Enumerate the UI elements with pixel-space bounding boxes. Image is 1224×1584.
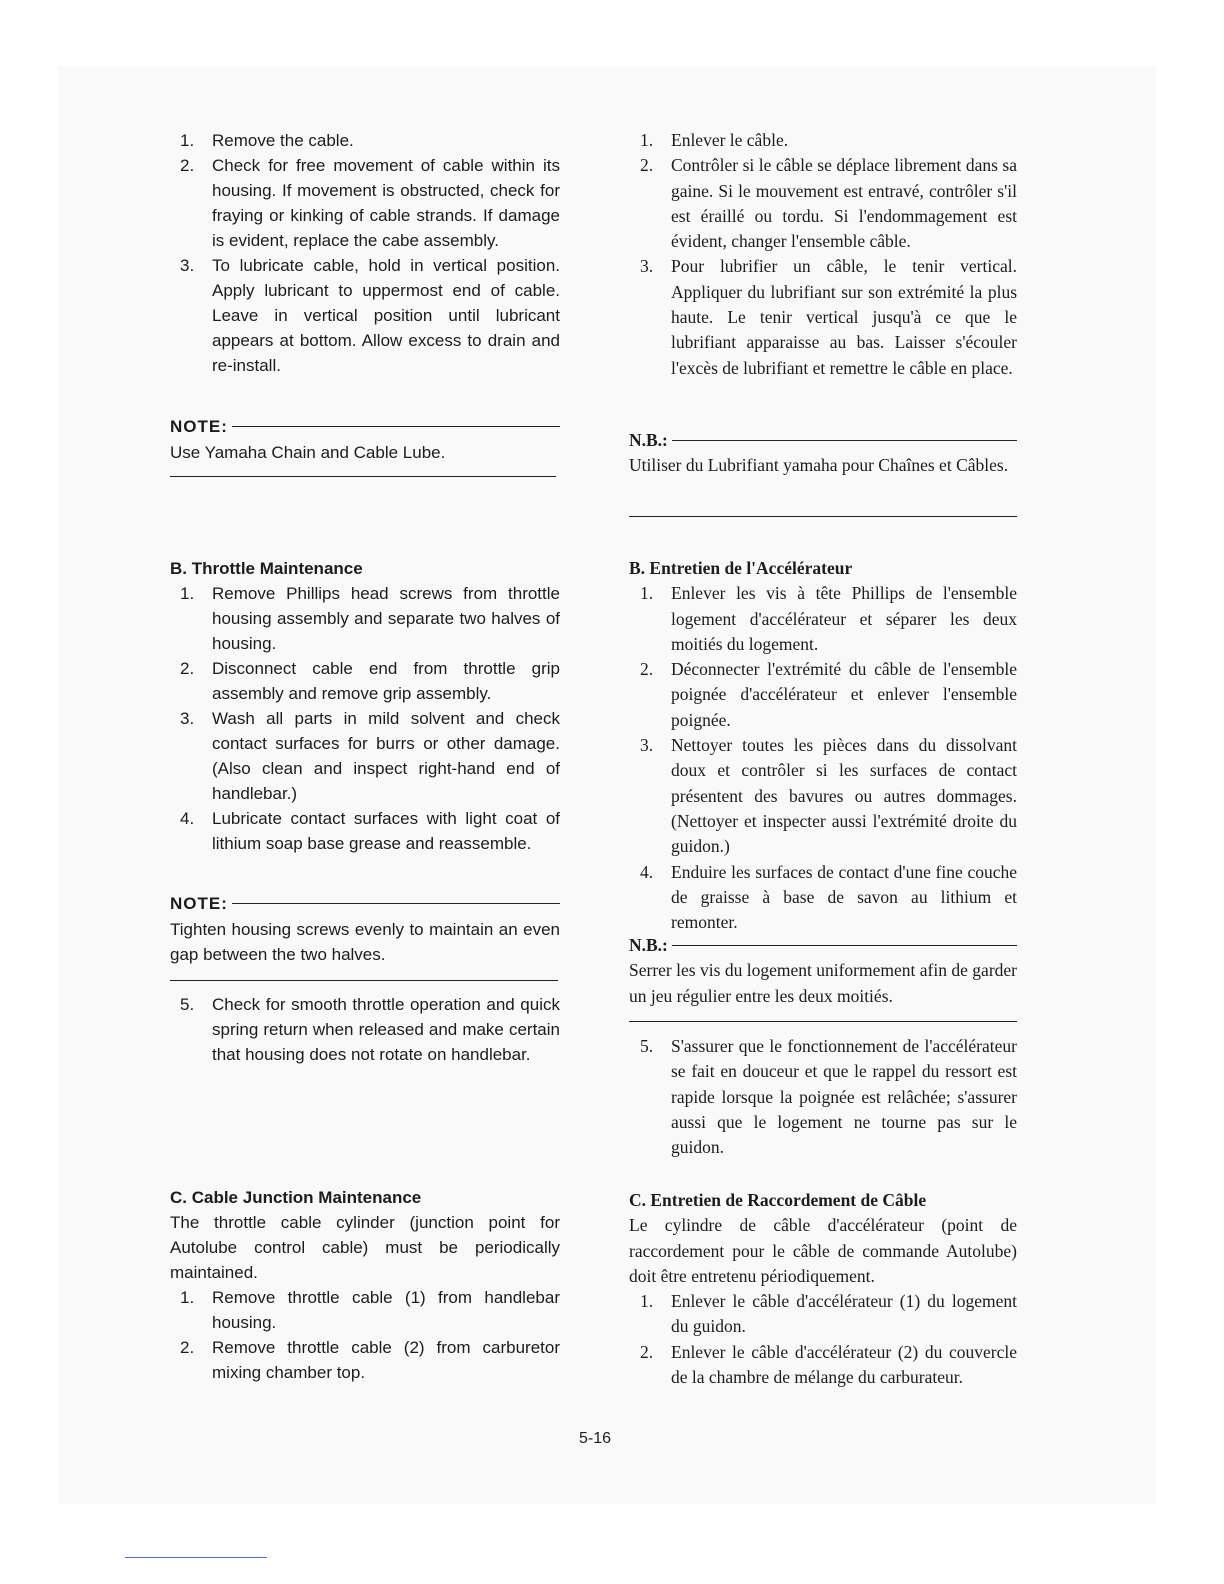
list-item bbox=[170, 253, 560, 378]
note-heading bbox=[170, 414, 560, 439]
section-intro: The throttle cable cylinder (junction point for Autolube control cable) must be periodically maintained. bbox=[170, 1213, 560, 1282]
en-note-1-end-rule bbox=[170, 476, 556, 477]
step-number: 1. bbox=[180, 131, 195, 150]
step-text: Déconnecter l'extrémité du câble de l'ensemble poignée d'accélérateur et enlever l'ensemble poignée. bbox=[671, 659, 1017, 730]
step-text: Remove Phillips head screws from throttle housing assembly and separate two halves of housing. bbox=[212, 584, 560, 653]
step-number: 1. bbox=[180, 584, 195, 603]
note-heading bbox=[170, 891, 560, 916]
note-rule bbox=[232, 903, 560, 904]
step-number: 2. bbox=[640, 155, 654, 176]
section-heading: C. Entretien de Raccordement de Câble bbox=[629, 1190, 927, 1210]
list-item bbox=[170, 128, 560, 153]
note-label: N.B.: bbox=[629, 935, 668, 955]
en-throttle-section bbox=[170, 556, 560, 856]
section-heading: B. Entretien de l'Accélérateur bbox=[629, 558, 853, 578]
fr-note-2 bbox=[629, 933, 1017, 1009]
note-label: N.B.: bbox=[629, 430, 668, 450]
list-item bbox=[629, 254, 1017, 380]
list-item bbox=[629, 733, 1017, 859]
step-number: 3. bbox=[640, 256, 654, 277]
step-text: Enlever le câble d'accélérateur (1) du logement du guidon. bbox=[671, 1291, 1017, 1337]
step-text: Contrôler si le câble se déplace librement dans sa gaine. Si le mouvement est entravé, contrôler s'il est éraillé ou tordu. Si l'endommagement est évident, changer l'ensemble câble. bbox=[671, 155, 1017, 252]
list-item bbox=[170, 153, 560, 253]
step-text: Remove throttle cable (1) from handlebar housing. bbox=[212, 1288, 560, 1332]
list-item bbox=[629, 860, 1017, 936]
step-number: 5. bbox=[180, 995, 195, 1014]
step-number: 4. bbox=[180, 809, 195, 828]
fr-junction-section bbox=[629, 1188, 1017, 1390]
fr-note-1-end-rule bbox=[629, 516, 1017, 517]
step-text: S'assurer que le fonctionnement de l'accélérateur se fait en douceur et que le rappel du ressort est rapide lorsque la poignée est relâchée; s'assurer aussi que le logement ne tourne pas sur le guidon. bbox=[671, 1036, 1017, 1158]
list-item bbox=[170, 656, 560, 706]
note-heading bbox=[629, 933, 1017, 958]
list-item bbox=[629, 1289, 1017, 1340]
en-junction-section bbox=[170, 1185, 560, 1385]
fr-note-2-end-rule bbox=[629, 1021, 1017, 1022]
note-heading bbox=[629, 428, 1017, 453]
list-item bbox=[170, 581, 560, 656]
page-number: 5-16 bbox=[578, 1430, 612, 1447]
en-note-2-end-rule bbox=[170, 980, 558, 981]
en-cable-steps bbox=[170, 128, 560, 378]
step-number: 2. bbox=[180, 156, 195, 175]
step-text: Remove throttle cable (2) from carburetor mixing chamber top. bbox=[212, 1338, 560, 1382]
list-item bbox=[629, 657, 1017, 733]
section-heading: B. Throttle Maintenance bbox=[170, 559, 363, 578]
list-item bbox=[170, 992, 560, 1067]
section-heading: C. Cable Junction Maintenance bbox=[170, 1188, 422, 1207]
en-note-2 bbox=[170, 891, 560, 967]
step-number: 1. bbox=[640, 1291, 654, 1312]
step-number: 2. bbox=[640, 1341, 654, 1362]
fr-note-1 bbox=[629, 428, 1017, 479]
fr-throttle-step-5 bbox=[629, 1034, 1017, 1160]
note-text: Utiliser du Lubrifiant yamaha pour Chaînes et Câbles. bbox=[629, 455, 1009, 476]
step-number: 5. bbox=[640, 1036, 654, 1056]
list-item bbox=[629, 1340, 1017, 1391]
list-item bbox=[629, 1034, 1017, 1160]
step-text: Enlever les vis à tête Phillips de l'ensemble logement d'accélérateur et séparer les deux moitiés du logement. bbox=[671, 583, 1017, 654]
note-rule bbox=[672, 440, 1017, 441]
list-item bbox=[170, 706, 560, 806]
step-text: To lubricate cable, hold in vertical position. Apply lubricant to uppermost end of cable. Leave in vertical position until lubricant appears at bottom. Allow excess to drain and re-install. bbox=[212, 256, 560, 375]
en-note-1 bbox=[170, 414, 560, 465]
note-rule bbox=[232, 426, 560, 427]
step-number: 2. bbox=[640, 659, 654, 680]
step-text: Enduire les surfaces de contact d'une fine couche de graisse à base de savon au lithium et remonter. bbox=[671, 861, 1017, 933]
list-item bbox=[170, 1285, 560, 1335]
step-text: Disconnect cable end from throttle grip assembly and remove grip assembly. bbox=[212, 659, 560, 703]
note-label: NOTE: bbox=[170, 894, 228, 913]
note-label: NOTE: bbox=[170, 417, 228, 436]
step-text: Enlever le câble. bbox=[671, 130, 789, 150]
fr-throttle-section bbox=[629, 556, 1017, 935]
step-number: 1. bbox=[640, 130, 654, 150]
list-item bbox=[170, 1335, 560, 1385]
step-number: 2. bbox=[180, 1338, 195, 1357]
en-throttle-step-5 bbox=[170, 992, 560, 1067]
note-rule bbox=[672, 945, 1017, 946]
note-text: Use Yamaha Chain and Cable Lube. bbox=[170, 443, 446, 462]
step-text: Wash all parts in mild solvent and check contact surfaces for burrs or other damage. (Also clean and inspect right-hand end of handlebar.) bbox=[212, 709, 560, 803]
list-item bbox=[170, 806, 560, 856]
note-text: Tighten housing screws evenly to maintain an even gap between the two halves. bbox=[170, 920, 560, 964]
step-text: Enlever le câble d'accélérateur (2) du couvercle de la chambre de mélange du carburateur. bbox=[671, 1341, 1017, 1388]
step-text: Remove the cable. bbox=[212, 131, 354, 150]
step-number: 1. bbox=[180, 1288, 195, 1307]
list-item bbox=[629, 581, 1017, 657]
footer-line bbox=[125, 1557, 267, 1558]
list-item bbox=[629, 128, 1017, 153]
note-text: Serrer les vis du logement uniformement afin de garder un jeu régulier entre les deux moitiés. bbox=[629, 960, 1017, 1006]
step-text: Pour lubrifier un câble, le tenir vertical. Appliquer du lubrifiant sur son extrémité la plus haute. Le tenir vertical jusqu'à ce que le lubrifiant apparaisse au bas. Laisser s'écouler l'excès de lubrifiant et remettre le câble en place. bbox=[671, 256, 1017, 378]
step-text: Check for free movement of cable within its housing. If movement is obstructed, check for fraying or kinking of cable strands. If damage is evident, replace the cabe assembly. bbox=[212, 156, 560, 250]
step-text: Nettoyer toutes les pièces dans du dissolvant doux et contrôler si les surfaces de contact présentent des bavures ou autres dommages. (Nettoyer et inspecter aussi l'extrémité droite du guidon.) bbox=[671, 735, 1017, 857]
step-text: Lubricate contact surfaces with light coat of lithium soap base grease and reassemble. bbox=[212, 809, 560, 853]
fr-cable-steps bbox=[629, 128, 1017, 381]
step-number: 3. bbox=[180, 256, 195, 275]
step-text: Check for smooth throttle operation and quick spring return when released and make certain that housing does not rotate on handlebar. bbox=[212, 995, 560, 1064]
step-number: 4. bbox=[640, 861, 654, 882]
section-intro: Le cylindre de câble d'accélérateur (point de raccordement pour le câble de commande Autolube) doit être entretenu périodiquement. bbox=[629, 1215, 1017, 1286]
step-number: 2. bbox=[180, 659, 195, 678]
list-item bbox=[629, 153, 1017, 254]
step-number: 3. bbox=[180, 709, 195, 728]
step-number: 3. bbox=[640, 735, 654, 756]
step-number: 1. bbox=[640, 583, 654, 604]
